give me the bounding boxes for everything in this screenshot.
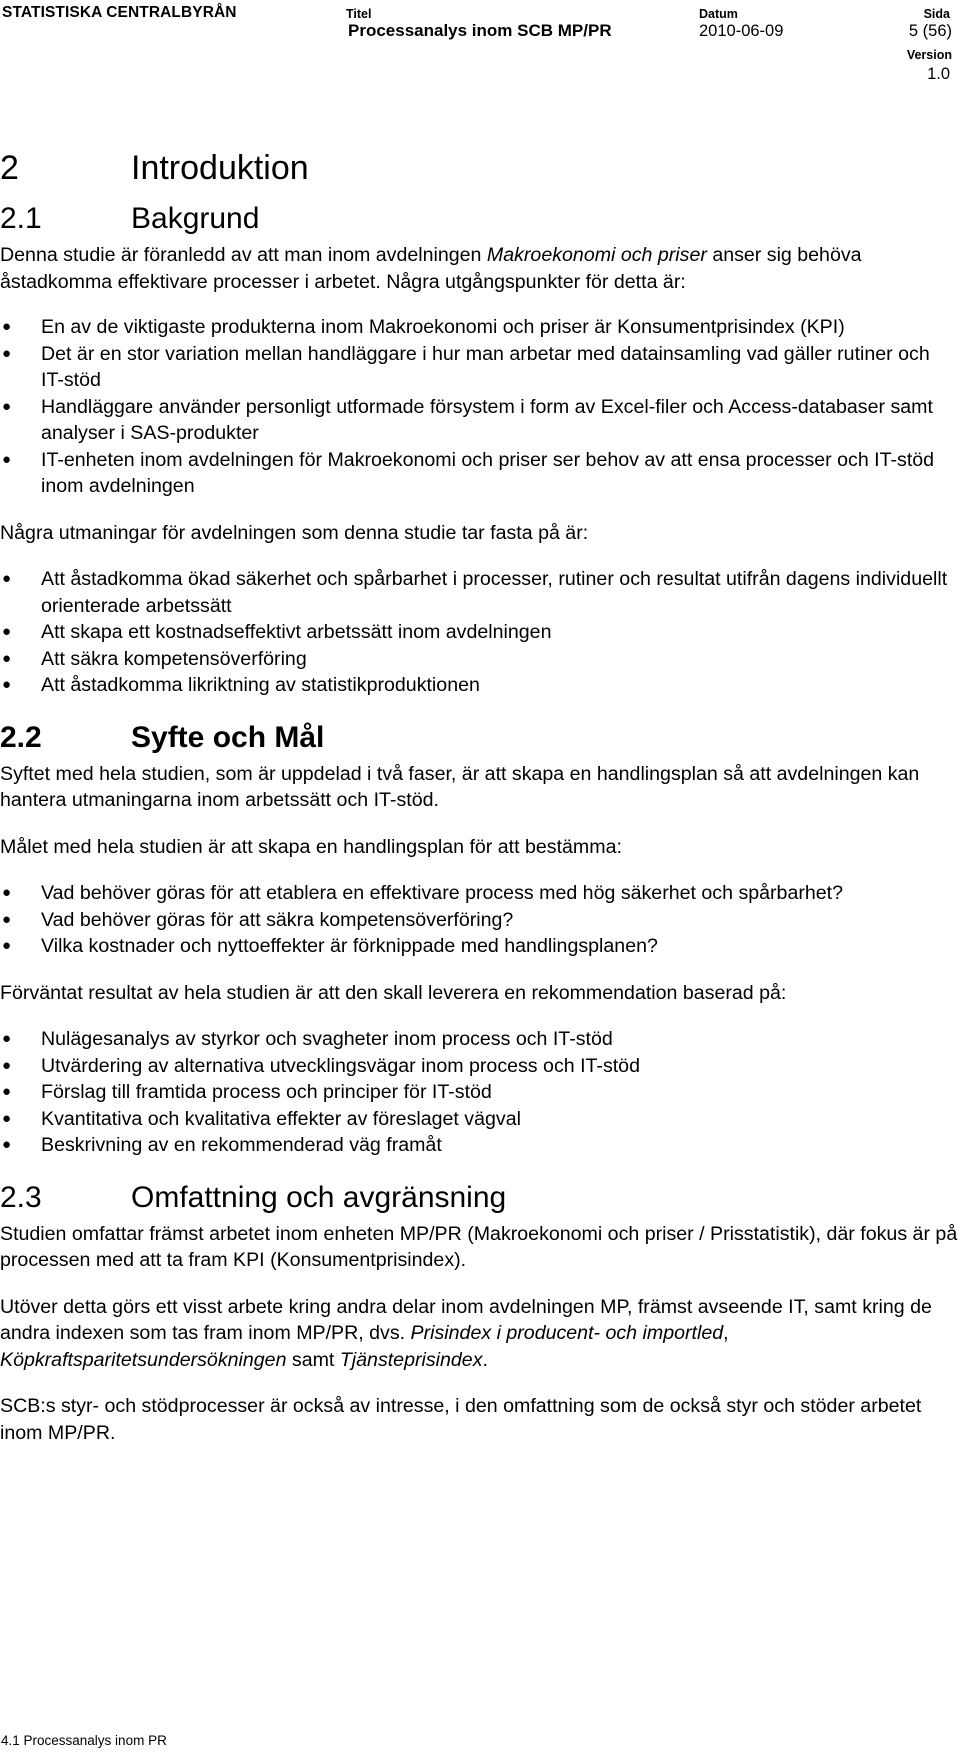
list-item bbox=[0, 447, 958, 500]
text-run: . bbox=[482, 1348, 488, 1371]
list-item-text: Att åstadkomma likriktning av statistikproduktionen bbox=[41, 674, 480, 696]
bullet-icon: ● bbox=[2, 344, 12, 362]
page-label: Sida bbox=[923, 7, 950, 21]
list-item-text: En av de viktigaste produkterna inom Makroekonomi och priser är Konsumentprisindex (KPI) bbox=[41, 316, 845, 338]
list-item bbox=[0, 907, 958, 934]
bullet-icon: ● bbox=[2, 1083, 12, 1100]
list-item bbox=[0, 1079, 958, 1106]
title-value: Processanalys inom SCB MP/PR bbox=[348, 21, 612, 40]
date-label: Datum bbox=[699, 7, 738, 21]
list-item-text: Vilka kostnader och nyttoeffekter är förknippade med handlingsplanen? bbox=[41, 935, 658, 957]
chapter-title: Introduktion bbox=[131, 148, 309, 187]
emphasis: Tjänsteprisindex bbox=[339, 1348, 483, 1371]
paragraph: Förväntat resultat av hela studien är att den skall leverera en rekommendation baserad på: bbox=[0, 981, 787, 1004]
organization-name: STATISTISKA CENTRALBYRÅN bbox=[2, 4, 237, 21]
emphasis: Prisindex i producent- och importled bbox=[410, 1322, 724, 1344]
list-item bbox=[0, 880, 958, 907]
chapter-number: 2 bbox=[0, 148, 19, 187]
section-number: 2.3 bbox=[0, 1180, 42, 1214]
bullet-list bbox=[0, 880, 958, 960]
bullet-icon: ● bbox=[2, 910, 12, 928]
list-item bbox=[0, 1026, 958, 1053]
bullet-icon: ● bbox=[2, 1136, 12, 1153]
list-item-text: Vad behöver göras för att etablera en effektivare process med hög säkerhet och spårbarhet? bbox=[41, 882, 844, 904]
text-run: , bbox=[723, 1322, 729, 1344]
bullet-icon: ● bbox=[2, 570, 12, 587]
bullet-icon: ● bbox=[2, 623, 12, 640]
bullet-icon: ● bbox=[2, 1056, 12, 1074]
list-item-text: Att åstadkomma ökad säkerhet och spårbarhet i processer, rutiner och resultat utifrån dagens individuellt orienterade arbetssätt bbox=[41, 568, 948, 617]
bullet-icon: ● bbox=[2, 937, 12, 954]
page-value: 5 (56) bbox=[908, 22, 952, 40]
bullet-icon: ● bbox=[2, 676, 12, 693]
bullet-icon: ● bbox=[2, 1109, 12, 1127]
text-run: Denna studie är föranledd av att man inom avdelningen bbox=[0, 244, 487, 266]
list-item bbox=[0, 1053, 958, 1080]
list-item-text: Att skapa ett kostnadseffektivt arbetssätt inom avdelningen bbox=[41, 621, 552, 643]
list-item-text: Utvärdering av alternativa utvecklingsvägar inom process och IT-stöd bbox=[41, 1054, 640, 1077]
text-run: anser sig behöva åstadkomma effektivare processer i arbetet. Några utgångspunkter för detta är: bbox=[0, 244, 862, 293]
bullet-icon: ● bbox=[2, 318, 12, 335]
emphasis: Köpkraftsparitetsundersökningen bbox=[0, 1348, 287, 1371]
date-value: 2010-06-09 bbox=[699, 22, 784, 40]
list-item bbox=[0, 672, 958, 699]
list-item-text: IT-enheten inom avdelningen för Makroekonomi och priser ser behov av att ensa processer och IT-stöd inom avdelningen bbox=[41, 448, 935, 497]
bullet-icon: ● bbox=[2, 397, 12, 415]
bullet-list bbox=[0, 1026, 958, 1159]
paragraph bbox=[0, 242, 958, 295]
section-heading-2-3 bbox=[0, 1177, 958, 1219]
list-item-text: Handläggare använder personligt utformade försystem i form av Excel-filer och Access-databaser samt analyser i SAS-produkter bbox=[41, 395, 933, 444]
title-label: Titel bbox=[346, 7, 372, 21]
bullet-icon: ● bbox=[2, 649, 12, 667]
page-footer: 4.1 Processanalys inom PR bbox=[1, 1733, 167, 1748]
list-item-text: Vad behöver göras för att säkra kompetensöverföring? bbox=[41, 908, 514, 931]
emphasis: Makroekonomi och priser bbox=[486, 244, 707, 266]
text-run: Utöver detta görs ett visst arbete kring andra delar inom avdelningen MP, främst avseende IT, samt kring de andra indexen som tas fram inom MP/PR, dvs. bbox=[0, 1295, 932, 1344]
list-item bbox=[0, 394, 958, 447]
section-heading-2-2 bbox=[0, 717, 958, 759]
list-item bbox=[0, 1106, 958, 1133]
bullet-icon: ● bbox=[2, 450, 12, 468]
section-number: 2.2 bbox=[0, 720, 42, 754]
list-item bbox=[0, 566, 958, 619]
bullet-icon: ● bbox=[2, 1030, 12, 1047]
list-item bbox=[0, 933, 958, 960]
section-number: 2.1 bbox=[0, 202, 42, 235]
paragraph bbox=[0, 1294, 958, 1374]
paragraph: SCB:s styr- och stödprocesser är också av intresse, i den omfattning som de också styr och stöder arbetet inom MP/PR. bbox=[0, 1395, 922, 1444]
list-item bbox=[0, 619, 958, 646]
list-item-text: Det är en stor variation mellan handläggare i hur man arbetar med datainsamling vad gäller rutiner och IT-stöd bbox=[41, 342, 930, 391]
chapter-heading bbox=[0, 146, 958, 190]
list-item-text: Att säkra kompetensöverföring bbox=[41, 647, 307, 670]
section-title: Syfte och Mål bbox=[131, 720, 325, 754]
bullet-list bbox=[0, 566, 958, 699]
bullet-icon: ● bbox=[2, 884, 12, 901]
list-item bbox=[0, 646, 958, 673]
section-title: Bakgrund bbox=[131, 202, 260, 235]
page-header bbox=[0, 0, 960, 110]
list-item bbox=[0, 1132, 958, 1159]
list-item-text: Förslag till framtida process och principer för IT-stöd bbox=[41, 1081, 492, 1103]
version-label: Version bbox=[906, 48, 952, 62]
list-item-text: Kvantitativa och kvalitativa effekter av föreslaget vägval bbox=[41, 1107, 521, 1130]
section-heading-2-1 bbox=[0, 198, 958, 240]
paragraph: Studien omfattar främst arbetet inom enheten MP/PR (Makroekonomi och priser / Prisstatistik), där fokus är på processen med att ta fram KPI (Konsumentprisindex). bbox=[0, 1222, 958, 1271]
paragraph: Målet med hela studien är att skapa en handlingsplan för att bestämma: bbox=[0, 835, 622, 858]
list-item bbox=[0, 314, 958, 341]
text-run: samt bbox=[286, 1348, 340, 1371]
list-item bbox=[0, 341, 958, 394]
paragraph: Några utmaningar för avdelningen som denna studie tar fasta på är: bbox=[0, 521, 589, 544]
version-value: 1.0 bbox=[927, 65, 950, 83]
list-item-text: Beskrivning av en rekommenderad väg framåt bbox=[41, 1134, 442, 1156]
paragraph: Syftet med hela studien, som är uppdelad i två faser, är att skapa en handlingsplan så att avdelningen kan hantera utmaningarna inom arbetssätt och IT-stöd. bbox=[0, 762, 920, 811]
section-title: Omfattning och avgränsning bbox=[131, 1180, 507, 1214]
list-item-text: Nulägesanalys av styrkor och svagheter inom process och IT-stöd bbox=[41, 1028, 613, 1050]
document-body bbox=[0, 146, 958, 1446]
bullet-list bbox=[0, 314, 958, 500]
